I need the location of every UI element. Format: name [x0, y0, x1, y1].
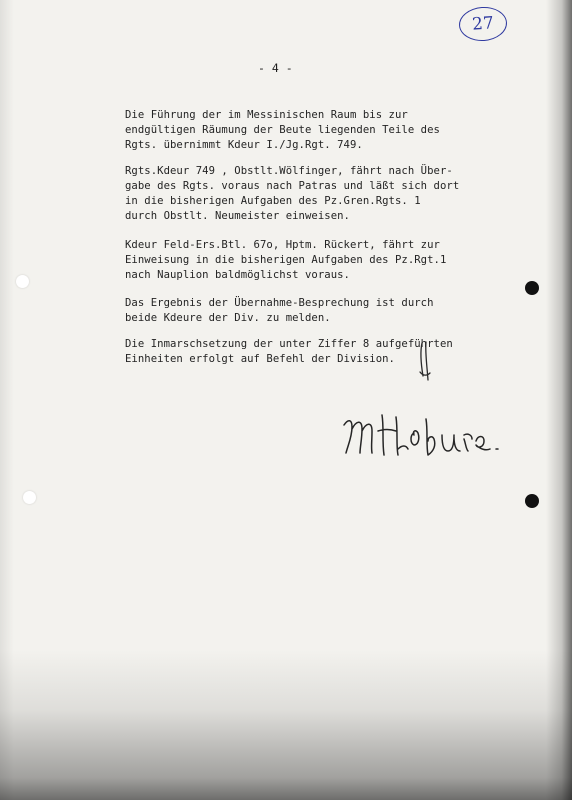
text-line: Das Ergebnis der Übernahme-Besprechung ist durch [125, 297, 434, 309]
scan-shadow-bottom [0, 650, 572, 800]
text-line: Rgts.Kdeur 749 , Obstlt.Wölfinger, fährt nach Über- [125, 165, 453, 177]
text-line: gabe des Rgts. voraus nach Patras und läßt sich dort [125, 180, 460, 192]
text-line: in die bisherigen Aufgaben des Pz.Gren.Rgts. 1 [125, 195, 421, 207]
text-line: beide Kdeure der Div. zu melden. [125, 312, 331, 324]
text-line: Die Inmarschsetzung der unter Ziffer 8 aufgeführten [125, 338, 453, 350]
archive-page-stamp: 27 [458, 5, 508, 42]
punch-hole-bottom-left [23, 491, 36, 504]
text-line: durch Obstlt. Neumeister einweisen. [125, 210, 350, 222]
text-line: Einheiten erfolgt auf Befehl der Division. [125, 353, 395, 365]
text-line: Die Führung der im Messinischen Raum bis zur [125, 109, 408, 121]
paragraph-5 [125, 337, 453, 367]
paragraph-1 [125, 108, 440, 153]
handwritten-signature [338, 405, 513, 463]
paragraph-2 [125, 164, 459, 224]
text-line: endgültigen Räumung der Beute liegenden Teile des [125, 124, 440, 136]
punch-hole-bottom-right [525, 494, 539, 508]
text-line: nach Nauplion baldmöglichst voraus. [125, 269, 350, 281]
paragraph-4 [125, 296, 434, 326]
page-number: - 4 - [258, 61, 293, 75]
text-line: Einweisung in die bisherigen Aufgaben des Pz.Rgt.1 [125, 254, 447, 266]
handwritten-paraph-mark [417, 340, 433, 382]
text-line: Kdeur Feld-Ers.Btl. 67o, Hptm. Rückert, fährt zur [125, 239, 440, 251]
punch-hole-top-left [16, 275, 29, 288]
text-line: Rgts. übernimmt Kdeur I./Jg.Rgt. 749. [125, 139, 363, 151]
paragraph-3 [125, 238, 446, 283]
punch-hole-top-right [525, 281, 539, 295]
